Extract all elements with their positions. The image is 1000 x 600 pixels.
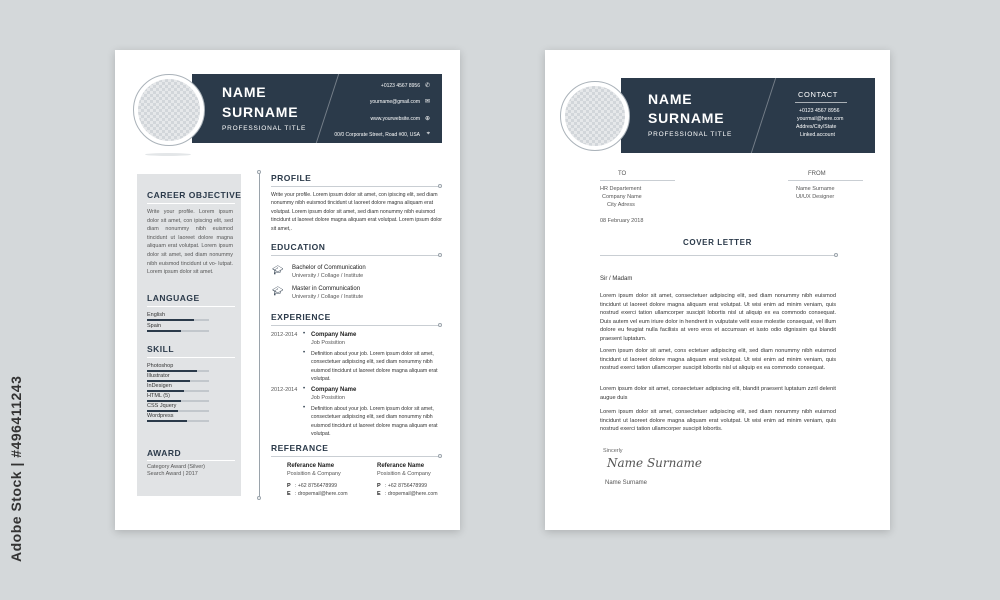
resume-professional-title: PROFESSIONAL TITLE [222,125,307,132]
education-school-1: University / Collage / Institute [292,273,364,279]
education-title: EDUCATION [271,242,326,252]
experience-position-1: Job Posisition [311,340,345,346]
skill-bar-fill [147,370,197,372]
experience-desc-1: Definition about your job. Lorem ipsum dolor sit amet, consectetuer adipiscing elit, sed diam nonummy nibh euismod tincidunt ut laoreet dolore magna aliquam erat volutpat. [311,351,438,382]
stock-id-text: Adobe Stock | #496411243 [8,375,24,562]
education-rule-dot [438,253,442,257]
cover-name-line1: NAME [648,91,693,107]
closing: Sincerly [603,448,623,454]
timeline-dot-bottom [257,496,261,500]
resume-email: yourname@gmail.com [369,99,420,105]
contact-title: CONTACT [798,90,838,99]
graduation-cap-icon: 🎓︎ [272,265,284,275]
experience-years-1: 2012-2014 [271,332,298,338]
cover-letter-page [545,50,890,530]
skill-bar-fill [147,420,187,422]
letter-paragraph-3: Lorem ipsum dolor sit amet, consectetuer adipiscing elit, blandit praesent luptatum zzril delenit augue duis [600,386,836,401]
language-title-rule [147,306,235,307]
reference-email-1: : dropemail@here.com [295,491,348,497]
skill-bar-fill [147,400,181,402]
career-objective-title: CAREER OBJECTIVE [147,190,242,200]
skill-name: Illustrator [147,373,170,379]
to-rule [600,180,675,181]
reference-phone-1: : +62 8756478999 [295,483,337,489]
reference-email-label-1: E [287,491,291,497]
cover-professional-title: PROFESSIONAL TITLE [648,131,733,138]
to-line-1: HR Departement [600,186,642,192]
location-icon: ⌖ [426,131,430,137]
photo-shadow [145,153,191,156]
experience-rule-dot [438,323,442,327]
reference-phone-2: : +62 8756478999 [385,483,427,489]
reference-position-2: Posisition & Company [377,471,431,477]
from-label: FROM [808,171,826,177]
skill-name: HTML (5) [147,393,171,399]
timeline-dot-top [257,170,261,174]
experience-desc-2: Definition about your job. Lorem ipsum dolor sit amet, consectetuer adipiscing elit, sed diam nonummy nibh euismod tincidunt ut laoreet dolore magna aliquam erat volutpat. [311,406,438,437]
profile-title: PROFILE [271,173,312,183]
reference-email-label-2: E [377,491,381,497]
skill-bar-fill [147,380,190,382]
skill-bar [147,370,209,372]
experience-title: EXPERIENCE [271,312,331,322]
resume-address: 00/0 Corporate Street, Road #00, USA [334,132,420,138]
skill-name: CSS Jquery [147,403,177,409]
skill-name: Wordpress [147,413,174,419]
skill-bar [147,420,209,422]
letter-paragraph-2: Lorem ipsum dolor sit amet, cons ectetuer adipiscing elit, sed diam nonummy nibh euismod tincidunt ut laoreet dolore magna aliquam erat volutpat. Ut wisi enim ad minim veniam, quis nostrud exerci tation ullamcorper suscipit lobortis nisl ut aliquip ex ea commodo consequat. [600,348,836,372]
language-bar-fill [147,319,194,321]
language-title: LANGUAGE [147,293,200,303]
bullet-icon: • [303,331,306,337]
bullet-icon: • [303,405,306,411]
reference-phone-label-1: P [287,483,291,489]
education-school-2: University / Collage / Institute [292,294,364,300]
salutation: Sir / Madam [600,276,633,282]
timeline-line [259,172,260,498]
from-line-2: UI/UX Designer [796,194,835,200]
resume-page [115,50,460,530]
experience-position-2: Job Posisition [311,395,345,401]
reference-position-1: Posisition & Company [287,471,341,477]
globe-icon: ⊕ [424,116,430,122]
experience-years-2: 2012-2014 [271,387,298,393]
profile-text: Write your profile. Lorem ipsum dolor sit amet, con ipiscing elit, sed diam nonummy nibh euismod tincidunt ut laoreet dolore magna aliquam erat volutpat. Lorem ipsum dolor sit amet, sed diam nonummy nibh euismod tincidunt ut laoreet dolore magna aliquam erat volutpat. Lorem ipsum dolor sit amet,. [271,192,442,232]
skill-bar [147,400,209,402]
stock-id-label [6,362,24,562]
experience-company-1: Company Name [311,332,357,338]
education-rule [271,255,439,256]
reference-rule-dot [438,454,442,458]
signer-name: Name Surname [605,480,648,486]
contact-linked: Linked.account [800,132,835,138]
language-name: English [147,312,166,318]
bullet-icon: • [303,386,306,392]
contact-phone: +0123 4567 8956 [799,108,840,114]
to-label: TO [618,171,627,177]
contact-email: yourmail@here.com [797,116,844,122]
reference-rule [271,456,439,457]
bullet-icon: • [303,350,306,356]
to-line-2: Company Name [602,194,642,200]
resume-website: www.yourwebsite.com [370,116,420,122]
profile-rule-dot [438,184,442,188]
cover-profile-photo [560,81,630,151]
reference-name-1: Referance Name [287,463,335,469]
reference-phone-label-2: P [377,483,381,489]
reference-name-2: Referance Name [377,463,425,469]
phone-icon: ✆ [424,83,430,89]
award-title-rule [147,460,235,461]
profile-rule [271,186,439,187]
profile-photo [133,74,205,146]
skill-name: InDesigen [147,383,172,389]
education-degree-1: Bachelor of Communication [292,265,366,271]
skill-bar-fill [147,410,178,412]
career-objective-text: Write your profile. Lorem ipsum dolor sit amet, con ipiscing elit, sed diam nonummy nibh euismod tincidunt ut laoreet dolore magna aliquam erat volutpat. Lorem ipsum dolor sit amet, sed diam nonummy nibh euismod tincidunt ut vo- lutpat. Lorem ipsum dolor sit amet. [147,209,233,276]
reference-email-2: : dropemail@here.com [385,491,438,497]
graduation-cap-icon: 🎓︎ [272,286,284,296]
skill-bar [147,410,209,412]
resume-phone: +0123 4567 8956 [380,83,420,89]
language-bar [147,330,209,332]
career-title-rule [147,203,235,204]
letter-paragraph-1: Lorem ipsum dolor sit amet, consectetuer adipiscing elit, sed diam nonummy nibh euismod tincidunt ut laoreet dolore magna aliquam erat volutpat. Ut wisi enim ad minim veniam, quis nostrud exerci tation ullamcorper suscipit lobortis nisl ut aliquip ex ea commodo consequat. Duis autem vel eum iriure dolor in hendrerit in vulputate velit esse molestie consequat, vel illum dolore eu feugiat nulla facilisis at vero eros et accumsan et iusto odio dignissim qui blandit praesent luptatum. [600,293,836,342]
award-title: AWARD [147,448,182,458]
experience-rule [271,325,439,326]
award-item-2: Search Award | 2017 [147,471,198,477]
resume-name-line2: SURNAME [222,104,299,120]
experience-company-2: Company Name [311,387,357,393]
from-line-1: Name Surname [796,186,835,192]
award-item-1: Category Award (Silver) [147,464,205,470]
language-bar [147,319,209,321]
cover-letter-title: COVER LETTER [683,238,752,247]
mail-icon: ✉ [424,99,430,105]
cover-title-dot [834,253,838,257]
from-rule [788,180,863,181]
contact-address: Addres/City/State [796,124,837,130]
cover-name-line2: SURNAME [648,110,725,126]
cover-title-rule [600,255,835,256]
skill-bar-fill [147,390,184,392]
skill-bar [147,380,209,382]
letter-paragraph-4: Lorem ipsum dolor sit amet, consectetuer adipiscing elit, sed diam nonummy nibh euismod tincidunt ut laoreet dolore magna aliquam erat volutpat. Ut wisi enim ad minim veniam, quis nostrud exerci tation ullamcorper suscipit lobortis. [600,409,836,433]
education-degree-2: Master in Communication [292,286,361,292]
signature: Name Surname [607,456,702,470]
to-line-3: City Adress [607,202,635,208]
skill-title: SKILL [147,344,175,354]
skill-title-rule [147,357,235,358]
language-name: Spain [147,323,162,329]
contact-rule [795,102,847,103]
reference-title: REFERANCE [271,443,329,453]
resume-name-line1: NAME [222,84,267,100]
skill-name: Photoshop [147,363,174,369]
letter-date: 08 February 2018 [600,218,644,224]
skill-bar [147,390,209,392]
language-bar-fill [147,330,181,332]
